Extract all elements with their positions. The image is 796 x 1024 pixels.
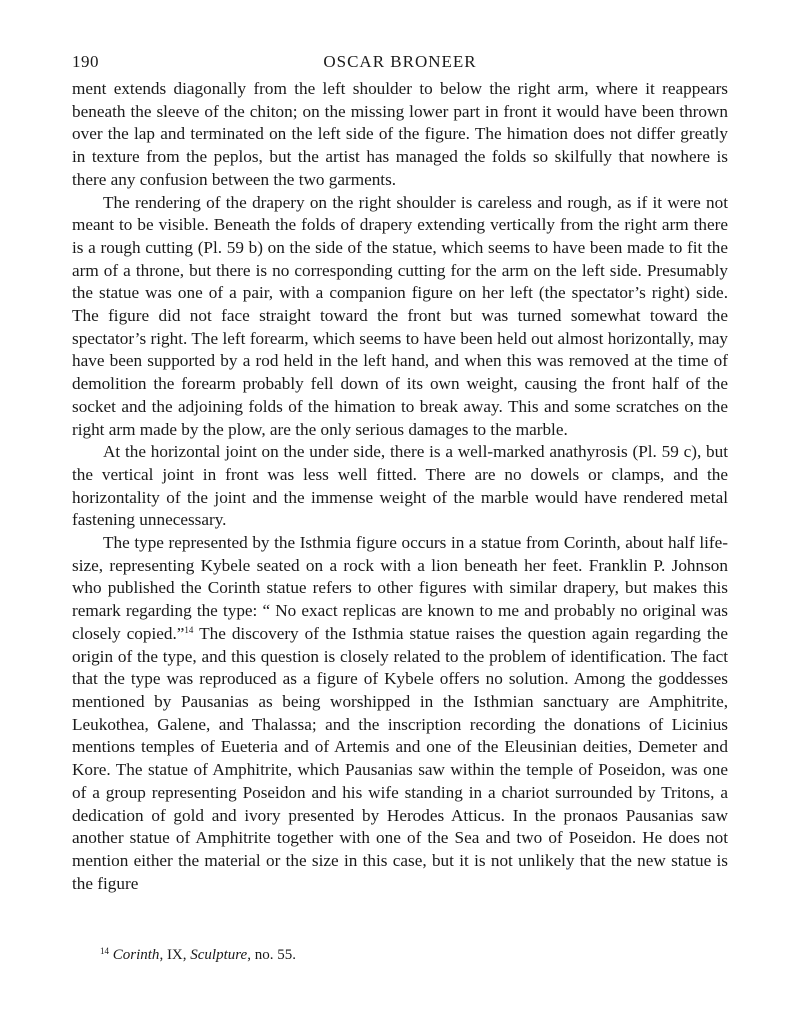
paragraph-2: The rendering of the drapery on the right shoulder is careless and rough, as if it were not meant to be visible. Beneath the folds of drapery extending vertically from the right arm there is a rough cutting (Pl. 59 b) on the side of the statue, which seems to have been made to fit the arm of a throne, but there is no corresponding cutting for the arm on the left side. Presumably the statue was one of a pair, with a companion figure on her left (the spectator’s right) side. The figure did not face straight toward the front but was turned somewhat toward the spectator’s right. The left forearm, which seems to have been held out almost horizontally, may have been supported by a rod held in the left hand, and when this was removed at the time of demolition the forearm probably fell down of its own weight, causing the front half of the socket and the adjoining folds of the himation to break away. This and some scratches on the right arm made by the plow, are the only serious damages to the marble. (72, 192, 728, 439)
page (72, 52, 728, 895)
paragraph-1: ment extends diagonally from the left shoulder to below the right arm, where it reappears beneath the sleeve of the chiton; on the missing lower part in front it would have been thrown over the lap and terminated on the left side of the figure. The himation does not differ greatly in texture from the peplos, but the artist has managed the folds so skilfully that nowhere is there any confusion between the two garments. (72, 79, 728, 189)
running-head (72, 52, 728, 78)
footnote-title-sculpture: Sculpture (190, 947, 248, 963)
footnote-entry: , no. 55. (247, 947, 296, 963)
paragraph-4 (72, 532, 728, 895)
footnote-reference[interactable]: 14 (184, 624, 194, 635)
footnote-number: 14 (100, 946, 109, 956)
paragraph-4-text-b: The discovery of the Isthmia statue raises the question again regarding the origin of the type, and this question is closely related to the problem of identification. The fact that the type was reproduced as a figure of Kybele offers no solution. Among the goddesses mentioned by Pausanias as being worshipped in the Isthmian sanctuary are Amphitrite, Leukothea, Galene, and Thalassa; and the inscription recording the donations of Licinius mentions temples of Eueteria and of Artemis and one of the Eleusinian deities, Demeter and Kore. The statue of Amphitrite, which Pausanias saw within the temple of Poseidon, was one of a group representing Poseidon and his wife standing in a chariot surrounded by Tritons, a dedication of gold and ivory presented by Herodes Atticus. In the pronaos Pausanias saw another statue of Amphitrite together with one of the Sea and two of Poseidon. He does not mention either the material or the size in this case, but it is not unlikely that the new statue is the figure (72, 623, 728, 893)
footnote-title-corinth: Corinth (112, 947, 160, 963)
footnote-volume: , IX, (159, 947, 191, 963)
running-title: OSCAR BRONEER (323, 52, 477, 71)
paragraph-3: At the horizontal joint on the under side, there is a well-marked anathyrosis (Pl. 59 c), but the vertical joint in front was less well fitted. There are no dowels or clamps, and the horizontality of the joint and the immense weight of the marble would have rendered metal fastening unnecessary. (72, 442, 728, 530)
page-number: 190 (72, 52, 99, 71)
footnote (100, 946, 296, 964)
paragraph-4-text-a: The type represented by the Isthmia figure occurs in a statue from Corinth, about half life-size, representing Kybele seated on a rock with a lion beneath her feet. Franklin P. Johnson who published the Corinth statue refers to other figures with similar drapery, but makes this remark regarding the type: “ No exact replicas are known to me and probably no original was closely copied.” (72, 533, 728, 643)
body-text (72, 78, 728, 895)
